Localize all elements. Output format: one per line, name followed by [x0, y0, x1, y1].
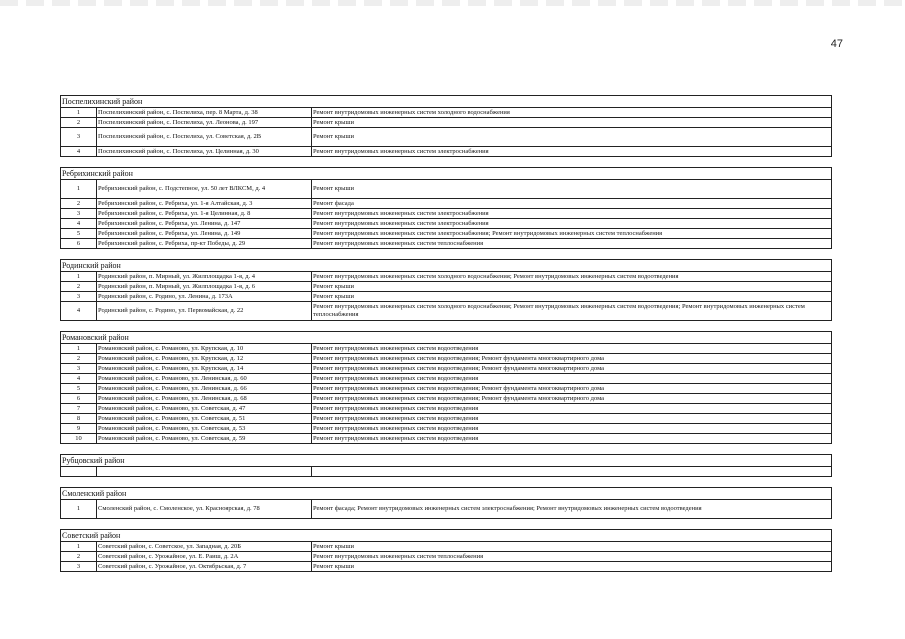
district-block [60, 454, 832, 477]
table-row [60, 500, 832, 519]
address-cell: Романовский район, с. Романово, ул. Крупская, д. 12 [97, 354, 312, 363]
district-gap [60, 444, 832, 454]
address-cell [97, 467, 312, 476]
address-cell: Поспелихинский район, с. Поспелиха, пер. 8 Марта, д. 38 [97, 108, 312, 117]
row-number: 1 [61, 344, 97, 353]
table-row [60, 404, 832, 414]
address-cell: Поспелихинский район, с. Поспелиха, ул. Советская, д. 2В [97, 128, 312, 146]
row-number: 1 [61, 272, 97, 281]
district-header: Поспелихинский район [60, 96, 832, 108]
address-cell: Романовский район, с. Романово, ул. Советская, д. 53 [97, 424, 312, 433]
district-gap [60, 249, 832, 259]
district-header: Родинский район [60, 259, 832, 272]
table-row [60, 384, 832, 394]
table-row [60, 424, 832, 434]
work-type-cell: Ремонт внутридомовых инженерных систем водоотведения [313, 375, 479, 382]
work-type-cell: Ремонт внутридомовых инженерных систем водоотведения; Ремонт фундамента многоквартирного дома [313, 355, 605, 362]
table-row [60, 199, 832, 209]
table-row [60, 562, 832, 572]
work-type-cell: Ремонт внутридомовых инженерных систем холодного водоснабжения; Ремонт внутридомовых инженерных систем водоотведения; Ремонт внутридомовых инженерных систем теплоснабжения [313, 302, 805, 318]
work-type-cell: Ремонт внутридомовых инженерных систем электроснабжения [313, 148, 489, 155]
row-number: 5 [61, 229, 97, 238]
page-number: 47 [830, 38, 843, 50]
work-type-cell: Ремонт внутридомовых инженерных систем холодного водоснабжения [313, 109, 510, 116]
district-header: Ребрихинский район [60, 167, 832, 180]
row-number [61, 467, 97, 476]
work-type-cell: Ремонт внутридомовых инженерных систем водоотведения; Ремонт фундамента многоквартирного дома [313, 385, 605, 392]
address-cell: Романовский район, с. Романово, ул. Ленинская, д. 68 [97, 394, 312, 403]
row-number: 2 [61, 354, 97, 363]
address-cell: Романовский район, с. Романово, ул. Крупская, д. 10 [97, 344, 312, 353]
district-header: Романовский район [60, 331, 832, 344]
address-cell: Родинский район, с. Родино, ул. Первомайская, д. 22 [97, 302, 312, 320]
row-number: 3 [61, 292, 97, 301]
table-row [60, 219, 832, 229]
row-number: 2 [61, 282, 97, 291]
row-number: 6 [61, 394, 97, 403]
row-number: 2 [61, 552, 97, 561]
table-row [60, 209, 832, 219]
district-block [60, 96, 832, 157]
repair-schedule-table [60, 95, 832, 572]
row-number: 8 [61, 414, 97, 423]
row-number: 10 [61, 434, 97, 443]
address-cell: Родинский район, п. Мирный, ул. Жилплощадка 1-я, д. 4 [97, 272, 312, 281]
work-type-cell: Ремонт внутридомовых инженерных систем водоотведения [313, 435, 479, 442]
address-cell: Родинский район, п. Мирный, ул. Жилплощадка 1-я, д. 6 [97, 282, 312, 291]
table-row [60, 414, 832, 424]
address-cell: Советский район, с. Урожайное, ул. Октябрьская, д. 7 [97, 562, 312, 571]
address-cell: Романовский район, с. Романово, ул. Советская, д. 59 [97, 434, 312, 443]
work-type-cell: Ремонт внутридомовых инженерных систем водоотведения [313, 425, 479, 432]
address-cell: Ребрихинский район, с. Ребриха, пр-кт Победы, д. 29 [97, 239, 312, 248]
address-cell: Смоленский район, с. Смоленское, ул. Красноярская, д. 78 [97, 500, 312, 518]
address-cell: Ребрихинский район, с. Ребриха, ул. Ленина, д. 149 [97, 229, 312, 238]
row-number: 3 [61, 128, 97, 146]
row-number: 1 [61, 500, 97, 518]
work-type-cell: Ремонт крыши [313, 293, 354, 300]
work-type-cell: Ремонт крыши [313, 563, 354, 570]
table-row [60, 239, 832, 249]
work-type-cell: Ремонт внутридомовых инженерных систем водоотведения; Ремонт фундамента многоквартирного дома [313, 395, 605, 402]
address-cell: Ребрихинский район, с. Подстепное, ул. 50 лет ВЛКСМ, д. 4 [97, 180, 312, 198]
address-cell: Романовский район, с. Романово, ул. Крупская, д. 14 [97, 364, 312, 373]
table-row [60, 434, 832, 444]
work-type-cell: Ремонт крыши [313, 184, 354, 192]
address-cell: Поспелихинский район, с. Поспелиха, ул. Леонова, д. 197 [97, 118, 312, 127]
table-row [60, 542, 832, 552]
table-row [60, 354, 832, 364]
work-type-cell: Ремонт внутридомовых инженерных систем электроснабжения [313, 220, 489, 227]
row-number: 4 [61, 147, 97, 156]
address-cell: Романовский район, с. Романово, ул. Советская, д. 47 [97, 404, 312, 413]
address-cell: Ребрихинский район, с. Ребриха, ул. 1-я Целинная, д. 8 [97, 209, 312, 218]
work-type-cell: Ремонт крыши [313, 543, 354, 550]
district-gap [60, 519, 832, 529]
work-type-cell: Ремонт внутридомовых инженерных систем водоотведения [313, 405, 479, 412]
address-cell: Поспелихинский район, с. Поспелиха, ул. Целинная, д. 30 [97, 147, 312, 156]
district-block [60, 529, 832, 572]
table-row [60, 344, 832, 354]
table-row [60, 128, 832, 147]
row-number: 1 [61, 108, 97, 117]
work-type-cell: Ремонт внутридомовых инженерных систем теплоснабжения [313, 553, 484, 560]
table-row [60, 272, 832, 282]
address-cell: Родинский район, с. Родино, ул. Ленина, д. 173А [97, 292, 312, 301]
table-row [60, 229, 832, 239]
row-number: 3 [61, 364, 97, 373]
work-type-cell: Ремонт крыши [313, 132, 354, 140]
work-type-cell: Ремонт фасада [313, 200, 354, 207]
table-row [60, 467, 832, 477]
table-row [60, 180, 832, 199]
district-block [60, 167, 832, 249]
table-row [60, 282, 832, 292]
table-row [60, 374, 832, 384]
row-number: 5 [61, 384, 97, 393]
table-row [60, 292, 832, 302]
address-cell: Романовский район, с. Романово, ул. Ленинская, д. 60 [97, 374, 312, 383]
address-cell: Романовский район, с. Романово, ул. Советская, д. 51 [97, 414, 312, 423]
row-number: 4 [61, 219, 97, 228]
row-number: 2 [61, 199, 97, 208]
row-number: 4 [61, 302, 97, 320]
address-cell: Ребрихинский район, с. Ребриха, ул. Ленина, д. 147 [97, 219, 312, 228]
table-row [60, 552, 832, 562]
work-type-cell: Ремонт внутридомовых инженерных систем холодного водоснабжения; Ремонт внутридомовых инженерных систем водоотведения [313, 273, 679, 280]
work-type-cell [312, 467, 831, 476]
district-header: Рубцовский район [60, 454, 832, 467]
row-number: 7 [61, 404, 97, 413]
district-gap [60, 321, 832, 331]
work-type-cell: Ремонт внутридомовых инженерных систем водоотведения [313, 415, 479, 422]
district-gap [60, 477, 832, 487]
row-number: 2 [61, 118, 97, 127]
address-cell: Ребрихинский район, с. Ребриха, ул. 1-я Алтайская, д. 3 [97, 199, 312, 208]
table-row [60, 118, 832, 128]
district-block [60, 331, 832, 444]
work-type-cell: Ремонт внутридомовых инженерных систем теплоснабжения [313, 240, 484, 247]
row-number: 3 [61, 562, 97, 571]
address-cell: Советский район, с. Советское, ул. Западная, д. 20Б [97, 542, 312, 551]
district-header: Советский район [60, 529, 832, 542]
district-block [60, 259, 832, 321]
district-gap [60, 157, 832, 167]
row-number: 4 [61, 374, 97, 383]
work-type-cell: Ремонт фасада; Ремонт внутридомовых инженерных систем электроснабжения; Ремонт внутридомовых инженерных систем водоотведения [313, 504, 702, 512]
work-type-cell: Ремонт крыши [313, 283, 354, 290]
table-row [60, 147, 832, 157]
table-row [60, 302, 832, 321]
row-number: 3 [61, 209, 97, 218]
row-number: 9 [61, 424, 97, 433]
work-type-cell: Ремонт внутридомовых инженерных систем электроснабжения [313, 210, 489, 217]
district-header: Смоленский район [60, 487, 832, 500]
row-number: 1 [61, 180, 97, 198]
work-type-cell: Ремонт внутридомовых инженерных систем электроснабжения; Ремонт внутридомовых инженерных систем теплоснабжения [313, 230, 663, 237]
work-type-cell: Ремонт внутридомовых инженерных систем водоотведения; Ремонт фундамента многоквартирного дома [313, 365, 605, 372]
work-type-cell: Ремонт внутридомовых инженерных систем водоотведения [313, 345, 479, 352]
table-row [60, 394, 832, 404]
row-number: 1 [61, 542, 97, 551]
district-block [60, 487, 832, 519]
table-row [60, 364, 832, 374]
address-cell: Романовский район, с. Романово, ул. Ленинская, д. 66 [97, 384, 312, 393]
table-row [60, 108, 832, 118]
scan-edge-artifact [0, 0, 905, 6]
work-type-cell: Ремонт крыши [313, 119, 354, 126]
address-cell: Советский район, с. Урожайное, ул. Е. Раиш, д. 2А [97, 552, 312, 561]
row-number: 6 [61, 239, 97, 248]
